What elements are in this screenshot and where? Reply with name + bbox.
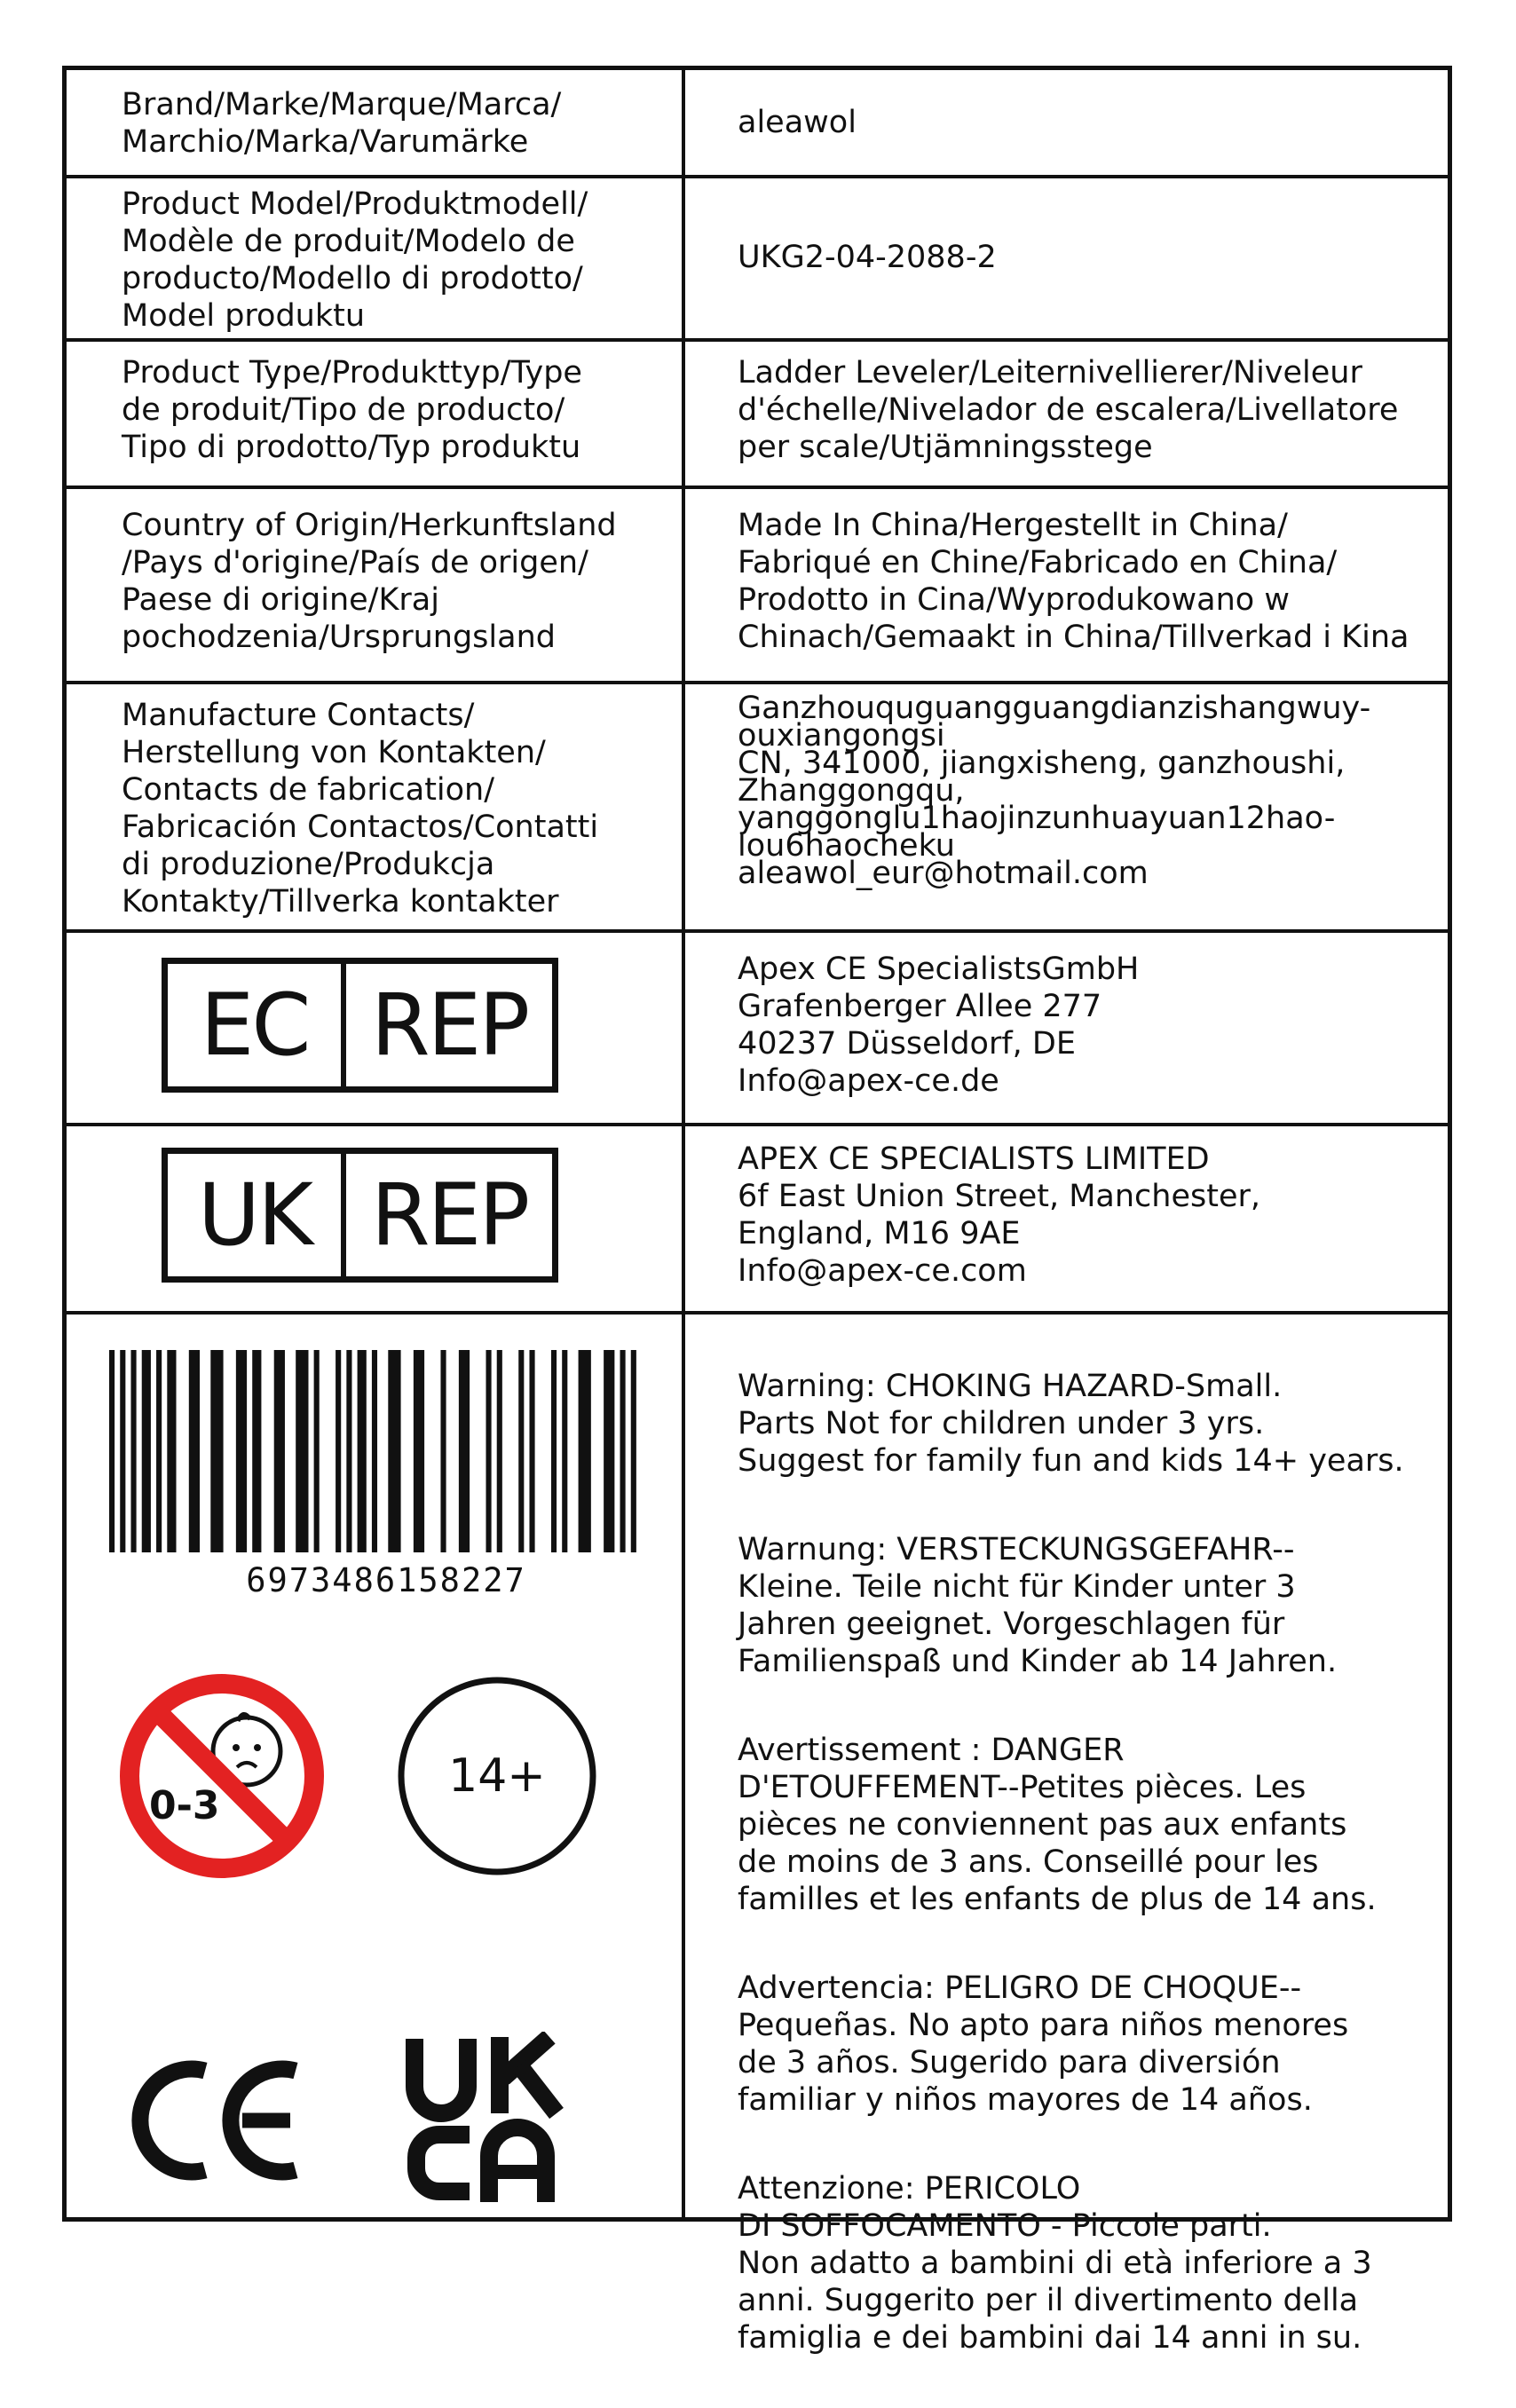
barcode-bar bbox=[497, 1350, 502, 1552]
row-contacts bbox=[67, 681, 1448, 929]
brand-value: aleawol bbox=[738, 105, 857, 140]
warning-fr: Avertissement : DANGER D'ETOUFFEMENT--Petites pièces. Les pièces ne conviennent pas aux enfants de moins de 3 ans. Conseillé pour les familles et les enfants de plus de 14 ans. bbox=[738, 1733, 1377, 1917]
row-uk-rep bbox=[67, 1123, 1448, 1311]
model-label: Product Model/Produktmodell/ Modèle de produit/Modelo de producto/Modello di prodotto/ Model produktu bbox=[122, 186, 588, 334]
barcode-bar bbox=[142, 1350, 151, 1552]
barcode-bar bbox=[486, 1350, 491, 1552]
barcode-bar bbox=[440, 1350, 446, 1552]
type-value: Ladder Leveler/Leiternivellierer/Niveleur d'échelle/Nivelador de escalera/Livellatore per scale/Utjämningsstege bbox=[738, 355, 1399, 465]
barcode-bar bbox=[336, 1350, 341, 1552]
row-ec-rep bbox=[67, 929, 1448, 1123]
uk-rep-symbol bbox=[162, 1148, 558, 1283]
barcode-bar bbox=[551, 1350, 557, 1552]
barcode-bar bbox=[631, 1350, 636, 1552]
barcode-bar bbox=[604, 1350, 614, 1552]
no-children-0-3-icon bbox=[115, 1670, 328, 1883]
barcode-bar bbox=[274, 1350, 285, 1552]
row-brand bbox=[67, 70, 1448, 175]
row-model bbox=[67, 175, 1448, 338]
warning-es: Advertencia: PELIGRO DE CHOQUE-- Pequeñas. No apto para niños menores de 3 años. Sugerido para diversión familiar y niños mayores de 14 años. bbox=[738, 1970, 1349, 2118]
ec-rep-address: Apex CE SpecialistsGmbH Grafenberger Allee 277 40237 Düsseldorf, DE Info@apex-ce.de bbox=[738, 951, 1140, 1099]
barcode-bar bbox=[414, 1350, 424, 1552]
barcode-bar bbox=[210, 1350, 223, 1552]
warning-en: Warning: CHOKING HAZARD-Small. Parts Not for children under 3 yrs. Suggest for family fun and kids 14+ years. bbox=[738, 1369, 1404, 1479]
ukca-mark-icon bbox=[404, 2032, 581, 2209]
barcode-bar bbox=[346, 1350, 351, 1552]
barcode-bar bbox=[388, 1350, 400, 1552]
barcode-bar bbox=[579, 1350, 591, 1552]
row-origin bbox=[67, 486, 1448, 681]
barcode-bar bbox=[562, 1350, 567, 1552]
barcode-bar bbox=[372, 1350, 377, 1552]
warnings-column bbox=[738, 1330, 1439, 2408]
uk-rep-symbol-right: REP bbox=[370, 1165, 528, 1265]
barcode-bar bbox=[252, 1350, 261, 1552]
ce-mark-icon bbox=[129, 2053, 306, 2186]
warning-de: Warnung: VERSTECKUNGSGEFAHR-- Kleine. Teile nicht für Kinder unter 3 Jahren geeignet. Vorgeschlagen für Familienspaß und Kinder ab 14 Jahren. bbox=[738, 1532, 1338, 1679]
barcode-bar bbox=[518, 1350, 524, 1552]
barcode-bar bbox=[167, 1350, 176, 1552]
barcode-bar bbox=[236, 1350, 247, 1552]
uk-rep-symbol-left: UK bbox=[168, 1154, 346, 1276]
contacts-value: Ganzhouquguangguangdianzishangwuy- ouxiangongsi CN, 341000, jiangxisheng, ganzhoushi, Zhanggongqu, yanggonglu1haojinzunhuayuan12hao- lou6haocheku aleawol_eur@hotmail.com bbox=[738, 691, 1371, 891]
ec-rep-symbol-left: EC bbox=[168, 964, 346, 1086]
type-label: Product Type/Produkttyp/Type de produit/Tipo de producto/ Tipo di prodotto/Typ produktu bbox=[122, 355, 582, 465]
barcode-bar bbox=[529, 1350, 534, 1552]
uk-rep-address: APEX CE SPECIALISTS LIMITED 6f East Union Street, Manchester, England, M16 9AE Info@apex-ce.com bbox=[738, 1141, 1261, 1289]
barcode-bar bbox=[459, 1350, 470, 1552]
origin-value: Made In China/Hergestellt in China/ Fabriqué en Chine/Fabricado en China/ Prodotto in Cina/Wyprodukowano w Chinach/Gemaakt in China/Tillverkad i Kina bbox=[738, 508, 1409, 655]
barcode-bar bbox=[296, 1350, 308, 1552]
barcode-bar bbox=[130, 1350, 136, 1552]
ec-rep-symbol-right: REP bbox=[370, 975, 528, 1075]
origin-label: Country of Origin/Herkunftsland /Pays d'origine/País de origen/ Paese di origine/Kraj pochodzenia/Ursprungsland bbox=[122, 508, 617, 655]
brand-label: Brand/Marke/Marque/Marca/ Marchio/Marka/Varumärke bbox=[122, 87, 562, 160]
row-warnings bbox=[67, 1311, 1448, 2356]
barcode-bar bbox=[314, 1350, 320, 1552]
barcode-bar bbox=[358, 1350, 367, 1552]
contacts-label: Manufacture Contacts/ Herstellung von Kontakten/ Contacts de fabrication/ Fabricación Contactos/Contatti di produzione/Produkcja Kontakty/Tillverka kontakter bbox=[122, 698, 599, 920]
warning-it: Attenzione: PERICOLO DI SOFFOCAMENTO - Piccole parti. Non adatto a bambini di età inferiore a 3 anni. Suggerito per il divertimento della famiglia e dei bambini dai 14 anni in su. bbox=[738, 2171, 1372, 2356]
model-value: UKG2-04-2088-2 bbox=[738, 240, 997, 275]
barcode-digits: 6973486158227 bbox=[246, 1561, 526, 1599]
ec-rep-symbol bbox=[162, 958, 558, 1093]
age-14-plus-icon bbox=[395, 1674, 599, 1878]
barcode-bar bbox=[156, 1350, 162, 1552]
row-type bbox=[67, 338, 1448, 486]
age-warning-text: 0-3 bbox=[149, 1783, 220, 1828]
barcode-bar bbox=[189, 1350, 200, 1552]
age-rating-text: 14+ bbox=[448, 1749, 546, 1803]
barcode bbox=[109, 1350, 642, 1552]
product-label-table bbox=[62, 66, 1452, 2356]
barcode-bar bbox=[620, 1350, 626, 1552]
barcode-bar bbox=[120, 1350, 125, 1552]
barcode-bar bbox=[109, 1350, 114, 1552]
